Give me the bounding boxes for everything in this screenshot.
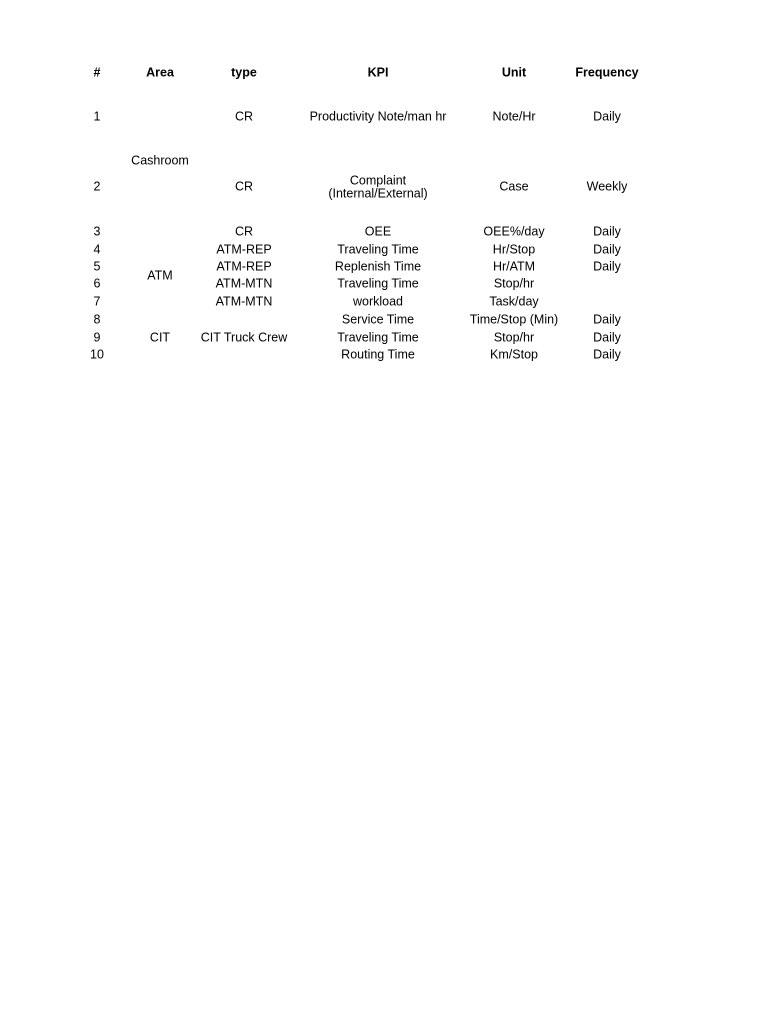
row-1-type: CR (234, 109, 254, 124)
header-unit: Unit (501, 65, 527, 80)
row-6-unit: Stop/hr (493, 276, 535, 291)
area-cit: CIT (149, 330, 171, 345)
row-6-num: 6 (93, 276, 101, 291)
row-5-kpi: Replenish Time (334, 259, 422, 274)
header-frequency: Frequency (575, 65, 639, 80)
row-5-type: ATM-REP (216, 259, 272, 274)
row-1-num: 1 (93, 109, 101, 124)
row-4-unit: Hr/Stop (492, 242, 536, 257)
header-type: type (231, 65, 257, 80)
row-9-num: 9 (93, 330, 101, 345)
row-7-unit: Task/day (489, 294, 539, 309)
row-8-unit: Time/Stop (Min) (469, 312, 559, 327)
row-10-kpi: Routing Time (341, 347, 415, 362)
row-4-num: 4 (93, 242, 101, 257)
row-2-unit: Case (499, 179, 529, 194)
row-9-unit: Stop/hr (493, 330, 535, 345)
row-6-kpi: Traveling Time (337, 276, 419, 291)
row-2-kpi-line2: (Internal/External) (328, 186, 428, 201)
row-4-type: ATM-REP (216, 242, 272, 257)
row-2-type: CR (234, 179, 254, 194)
row-4-frequency: Daily (593, 242, 621, 257)
row-5-unit: Hr/ATM (492, 259, 536, 274)
row-9-kpi: Traveling Time (337, 330, 419, 345)
row-7-type: ATM-MTN (215, 294, 273, 309)
header-area: Area (146, 65, 174, 80)
row-2-num: 2 (93, 179, 101, 194)
row-7-kpi: workload (352, 294, 404, 309)
row-5-num: 5 (93, 259, 101, 274)
area-cashroom: Cashroom (131, 153, 189, 168)
row-10-num: 10 (90, 347, 104, 362)
row-3-type: CR (234, 224, 254, 239)
header-num: # (93, 65, 101, 80)
row-8-num: 8 (93, 312, 101, 327)
row-3-num: 3 (93, 224, 101, 239)
header-kpi: KPI (367, 65, 389, 80)
row-10-frequency: Daily (593, 347, 621, 362)
row-8-frequency: Daily (593, 312, 621, 327)
row-9-frequency: Daily (593, 330, 621, 345)
row-5-frequency: Daily (593, 259, 621, 274)
row-3-kpi: OEE (364, 224, 392, 239)
row-3-frequency: Daily (593, 224, 621, 239)
row-7-num: 7 (93, 294, 101, 309)
row-4-kpi: Traveling Time (337, 242, 419, 257)
row-2-frequency: Weekly (586, 179, 628, 194)
row-2-kpi-line1: Complaint (349, 173, 407, 188)
row-6-type: ATM-MTN (215, 276, 273, 291)
row-3-unit: OEE%/day (483, 224, 545, 239)
row-1-kpi: Productivity Note/man hr (309, 109, 447, 124)
row-9-type: CIT Truck Crew (200, 330, 288, 345)
row-1-frequency: Daily (593, 109, 621, 124)
row-8-kpi: Service Time (341, 312, 415, 327)
row-10-unit: Km/Stop (490, 347, 538, 362)
area-atm: ATM (147, 268, 173, 283)
row-1-unit: Note/Hr (492, 109, 536, 124)
